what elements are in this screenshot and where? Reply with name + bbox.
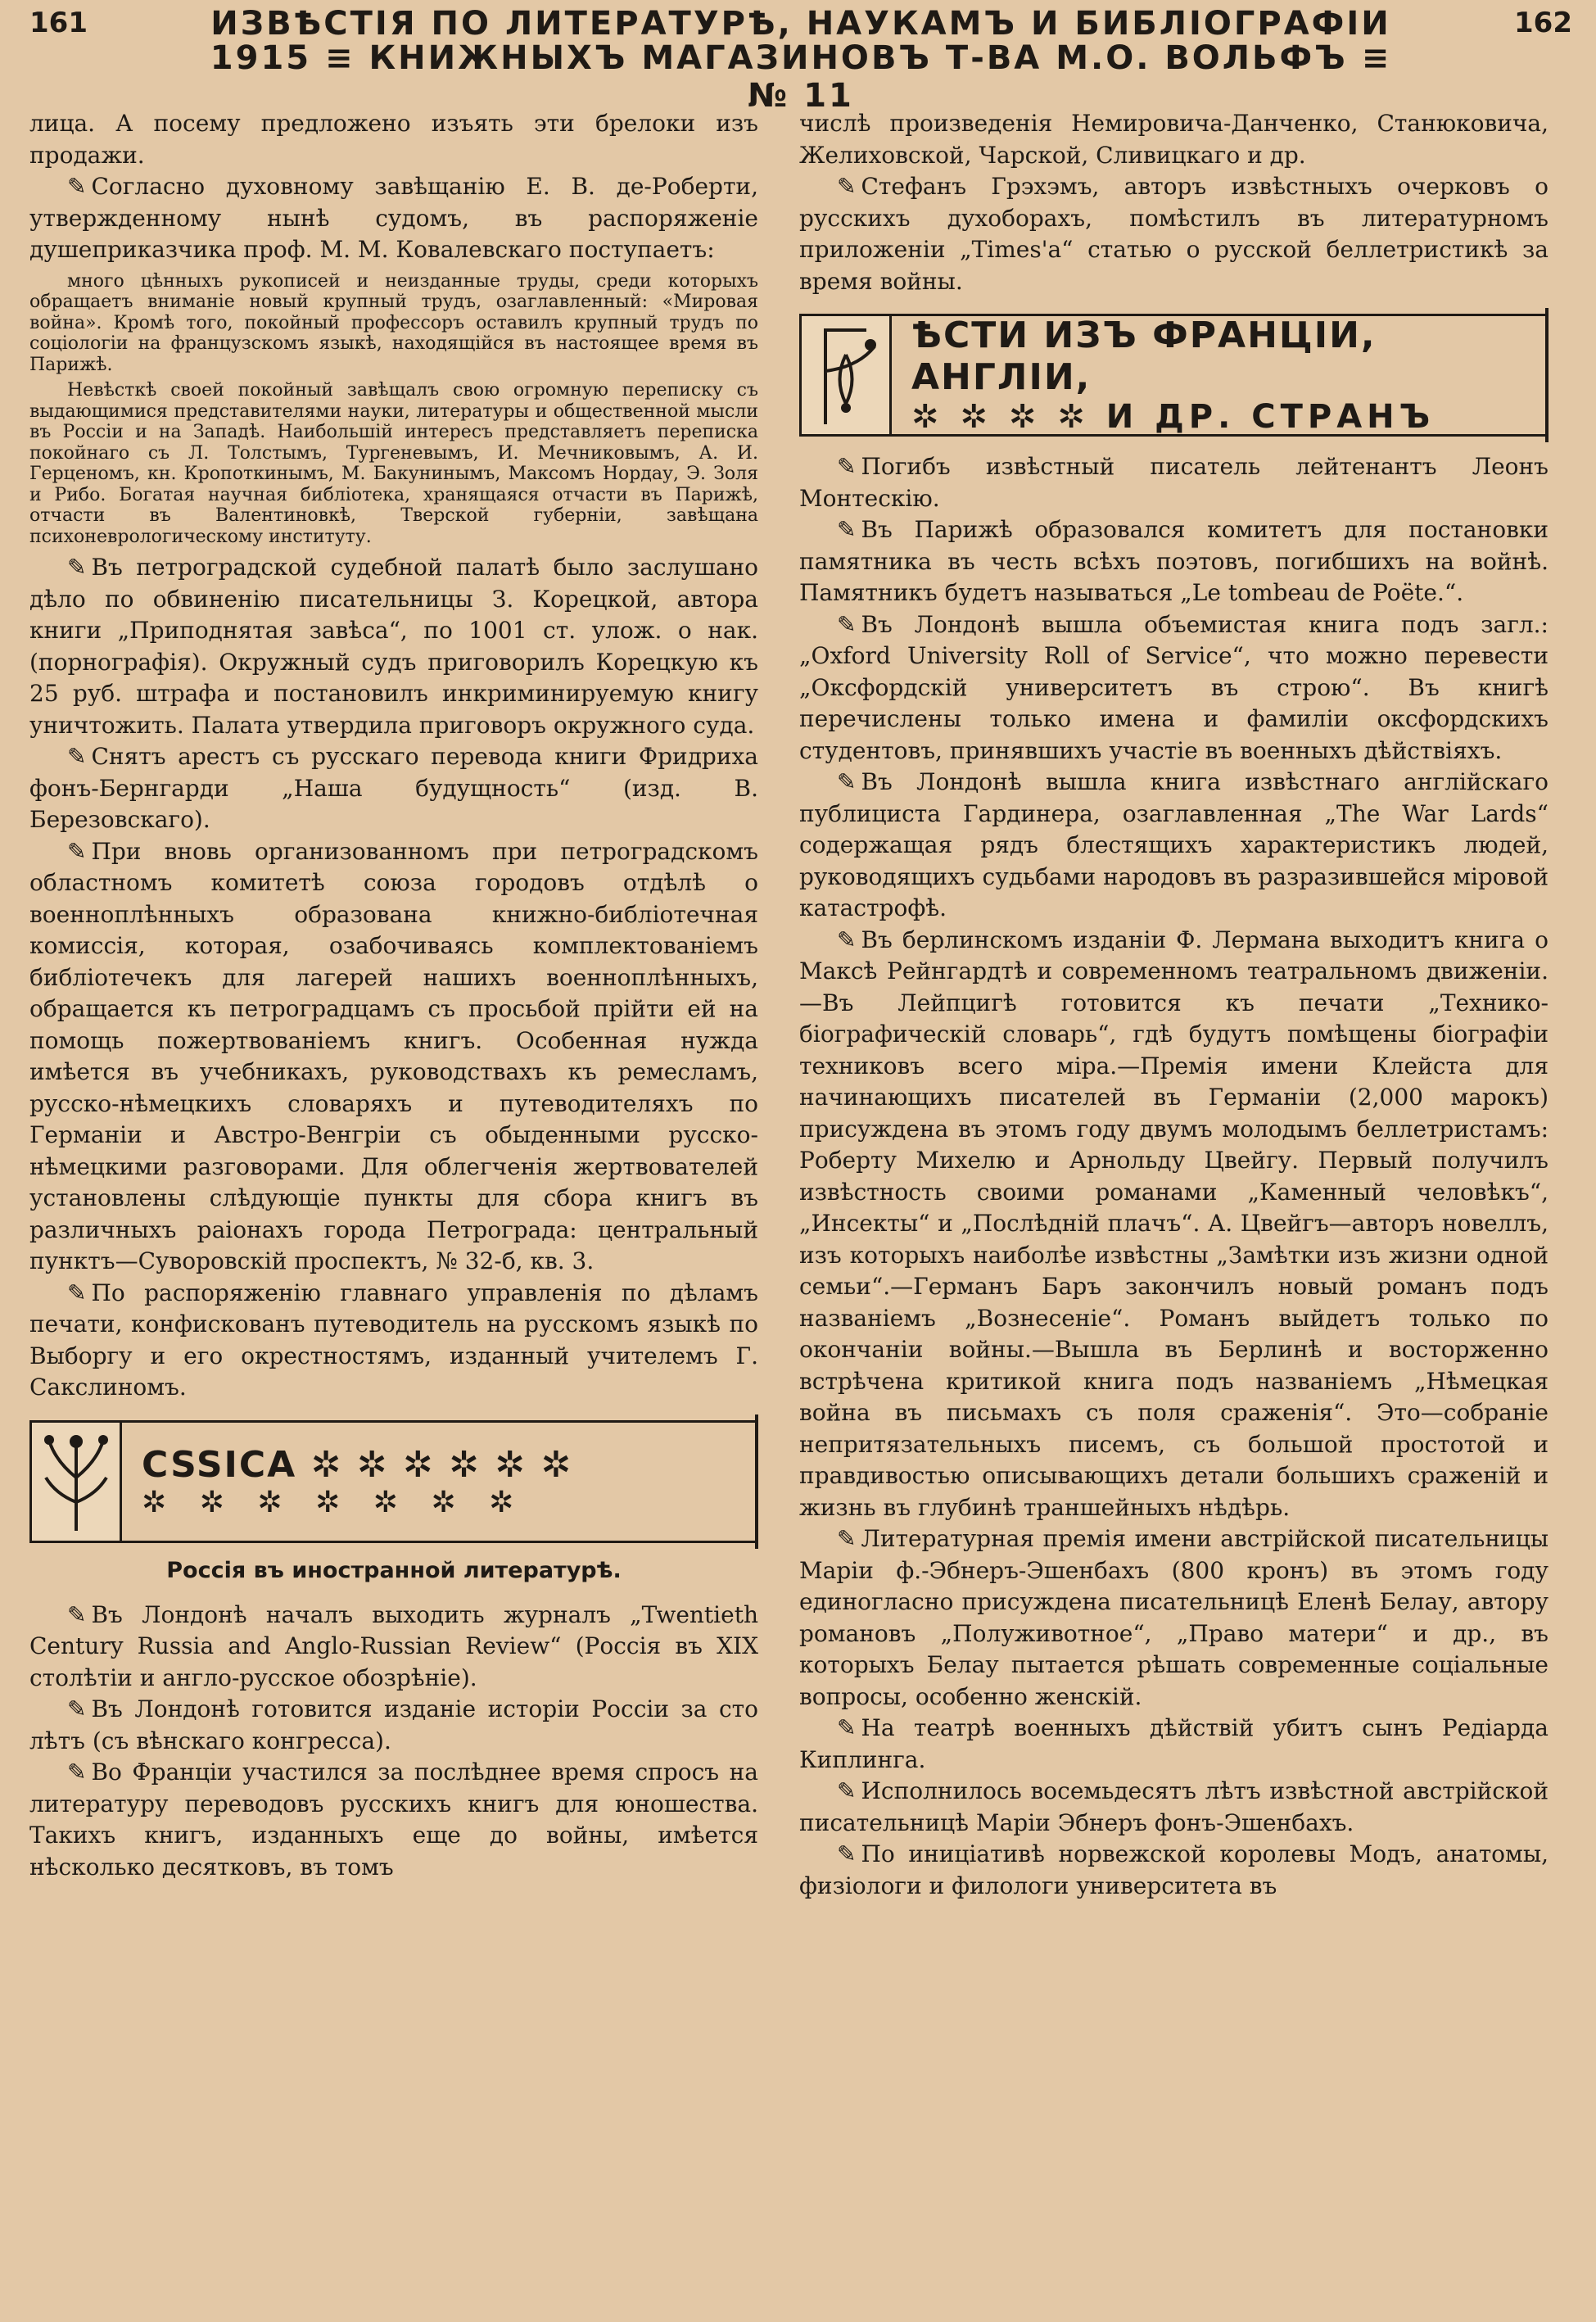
paragraph	[799, 1776, 1549, 1839]
pen-mark-icon: ✎	[67, 554, 87, 581]
banner-text	[122, 1423, 758, 1541]
paragraph	[29, 1757, 758, 1883]
paragraph-text: Въ петроградской судебной палатѣ было заслушано дѣло по обвиненію писательницы З. Корецкой, автора книги „Приподнятая завѣса“, по 1001 ст. улож. о нак. (порнографія). Окружный судъ приговорилъ Корецкую къ 25 руб. штрафа и постановилъ инкриминируемую книгу уничтожить. Палата утвердила приговоръ окружного суда.	[29, 554, 758, 739]
paragraph-text: Погибъ извѣстный писатель лейтенантъ Леонъ Монтескію.	[799, 453, 1549, 512]
pen-mark-icon: ✎	[67, 837, 87, 865]
paragraph	[29, 552, 758, 741]
pen-mark-icon: ✎	[67, 743, 87, 770]
pen-mark-icon: ✎	[837, 1714, 857, 1741]
banner-stars: ✲ ✲ ✲ ✲ ✲ ✲	[310, 1443, 573, 1486]
pen-mark-icon: ✎	[837, 926, 857, 953]
pen-mark-icon: ✎	[837, 1777, 857, 1804]
paragraph	[29, 836, 758, 1278]
left-column	[29, 108, 758, 1883]
pen-mark-icon: ✎	[837, 453, 857, 480]
paragraph	[799, 925, 1549, 1524]
right-column	[799, 108, 1549, 1902]
quoted-paragraph: много цѣнныхъ рукописей и неизданные труды, среди которыхъ обращаетъ вниманіе новый крупный трудъ, озаглавленный: «Мировая война». Кромѣ того, покойный профессоръ оставилъ крупный трудъ по соціологіи на французскомъ языкѣ, находящійся въ настоящее время въ Парижѣ.	[29, 270, 758, 375]
paragraph	[799, 1713, 1549, 1776]
pen-mark-icon: ✎	[837, 1525, 857, 1552]
paragraph	[799, 1839, 1549, 1902]
paragraph: числѣ произведенія Немировича-Данченко, Станюковича, Желиховской, Чарской, Сливицкаго и др.	[799, 110, 1549, 169]
banner-title: ѢСТИ ИЗЪ ФРАНЦІИ, АНГЛІИ,	[911, 315, 1377, 398]
masthead-subtitle: 1915 ≡ КНИЖНЫХЪ МАГАЗИНОВЪ Т-ВА М.О. ВОЛЬФЪ ≡ № 11	[210, 39, 1392, 115]
banner-subtitle: ✲ ✲ ✲ ✲ И ДР. СТРАНЪ	[911, 398, 1435, 436]
paragraph-text: Снятъ арестъ съ русскаго перевода книги Фридриха фонъ-Бернгарди „Наша будущность“ (изд. В. Березовскаго).	[29, 743, 758, 833]
paragraph	[29, 1694, 758, 1757]
pen-mark-icon: ✎	[67, 1758, 87, 1786]
paragraph-text: Исполнилось восемьдесятъ лѣтъ извѣстной австрійской писательницѣ Маріи Эбнеръ фонъ-Эшенбахъ.	[799, 1777, 1549, 1836]
quoted-paragraph: Невѣсткѣ своей покойный завѣщалъ свою огромную переписку съ выдающимися представителями науки, литературы и общественной мысли въ Россіи и на Западѣ. Наибольшій интересъ представляетъ переписка покойнаго съ Л. Толстымъ, Тургеневымъ, И. Мечниковымъ, А. И. Герценомъ, кн. Кропоткинымъ, М. Бакунинымъ, Максомъ Нордау, Э. Золя и Рибо. Богатая научная библіотека, хранящаяся отчасти въ Парижѣ, отчасти въ Валентиновкѣ, Тверской губерніи, завѣщана психоневрологическому институту.	[29, 380, 758, 547]
paragraph: лица. А посему предложено изъять эти брелоки изъ продажи.	[29, 110, 758, 169]
paragraph	[799, 171, 1549, 297]
masthead	[23, 0, 1579, 115]
page-number-right: 162	[1514, 7, 1572, 39]
floral-ornament-icon	[32, 1423, 122, 1541]
paragraph-text: Въ Лондонѣ вышла объемистая книга подъ загл.: „Oxford University Roll of Service“, что можно перевести „Оксфордскій университетъ въ строю“. Въ книгѣ перечислены только имена и фамиліи оксфордскихъ студентовъ, принявшихъ участіе въ военныхъ дѣйствіяхъ.	[799, 610, 1549, 764]
paragraph	[29, 1600, 758, 1695]
pen-mark-icon: ✎	[67, 1600, 87, 1628]
paragraph-text: Въ Лондонѣ вышла книга извѣстнаго англійскаго публициста Гардинера, озаглавленная „The War Lards“ содержащая рядъ блестящихъ характеристикъ людей, руководящихъ судьбами народовъ въ разразившейся міровой катастрофѣ.	[799, 768, 1549, 921]
paragraph-text: Въ Лондонѣ готовится изданіе исторіи Россіи за сто лѣтъ (съ вѣнскаго конгресса).	[29, 1695, 758, 1754]
paragraph-text: Въ Лондонѣ началъ выходить журналъ „Twentieth Century Russia and Anglo-Russian Review“ (Россія въ XIX столѣтіи и англо-русское обозрѣніе).	[29, 1600, 758, 1691]
paragraph	[29, 171, 758, 266]
masthead-title: ИЗВѢСТІЯ ПО ЛИТЕРАТУРѢ, НАУКАМЪ И БИБЛІОГРАФІИ	[210, 5, 1391, 43]
paragraph	[799, 767, 1549, 925]
paragraph-text: Литературная премія имени австрійской писательницы Маріи ф.-Эбнеръ-Эшенбахъ (800 кронъ) въ этомъ году единогласно присуждена писательницѣ Еленѣ Белау, автору романовъ „Полуживотное“, „Право матери“ и др., въ которыхъ Белау пытается рѣшать современные соціальные вопросы, особенно женскій.	[799, 1525, 1549, 1710]
pen-mark-icon: ✎	[837, 1840, 857, 1867]
paragraph-text: Въ берлинскомъ изданіи Ф. Лермана выходитъ книга о Максѣ Рейнгардтѣ и современномъ театральномъ движеніи.—Въ Лейпцигѣ готовится къ печати „Технико-біографическій словарь“, гдѣ будутъ помѣщены біографіи техниковъ всего міра.—Премія имени Клейста для начинающихъ писателей въ Германіи (2,000 марокъ) присуждена въ этомъ году двумъ молодымъ беллетристамъ: Роберту Михелю и Арнольду Цвейгу. Первый получилъ извѣстность своими романами „Каменный человѣкъ“, „Инсекты“ и „Послѣдній плачъ“. А. Цвейгъ—авторъ новеллъ, изъ которыхъ наиболѣе извѣстны „Замѣтки изъ жизни одной семьи“.—Германъ Баръ закончилъ новый романъ подъ названіемъ „Вознесеніе“. Романъ выйдетъ только по окончаніи войны.—Вышла въ Берлинѣ и восторженно встрѣчена критикой книга подъ названіемъ „Нѣмецкая война въ письмахъ съ поля сраженія“. Это—собраніе непритязательныхъ писемъ, съ большой простотой и правдивостью описывающихъ детали большихъ сраженій и жизнь въ глубинѣ траншейныхъ нѣдѣрь.	[799, 926, 1549, 1521]
paragraph-text: Во Франціи участился за послѣднее время спросъ на литературу переводовъ русскихъ книгъ для юношества. Такихъ книгъ, изданныхъ еще до войны, имѣется нѣсколько десятковъ, въ томъ	[29, 1758, 758, 1881]
banner-text	[892, 316, 1549, 434]
banner-stars: ✲ ✲ ✲ ✲ ✲ ✲ ✲	[142, 1485, 526, 1519]
section-banner-rossica	[29, 1420, 758, 1543]
paragraph-text: Согласно духовному завѣщанію Е. В. де-Роберти, утвержденному нынѣ судомъ, въ распоряженіе душеприказчика проф. М. М. Ковалевскаго поступаетъ:	[29, 173, 758, 263]
paragraph	[799, 514, 1549, 609]
floral-ornament-icon	[802, 316, 892, 434]
pen-mark-icon: ✎	[837, 610, 857, 638]
paragraph-text: При вновь организованномъ при петроградскомъ областномъ комитетѣ союза городовъ отдѣлѣ о военноплѣнныхъ образована книжно-библіотечная комиссія, которая, озабочиваясь комплектованіемъ библіотечекъ для лагерей нашихъ военноплѣнныхъ, обращается къ петроградцамъ съ просьбой прійти ей на помощь пожертвованіемъ книгъ. Особенная нужда имѣется въ учебникахъ, руководствахъ къ ремесламъ, русско-нѣмецкихъ словаряхъ и путеводителяхъ по Германіи и Австро-Венгріи съ обыденными русско-нѣмецкими разговорами. Для облегченія жертвователей установлены слѣдующіе пункты для сбора книгъ въ различныхъ раіонахъ города Петрограда: центральный пунктъ—Суворовскій проспектъ, № 32-б, кв. 3.	[29, 837, 758, 1274]
paragraph-text: Въ Парижѣ образовался комитетъ для постановки памятника въ честь всѣхъ поэтовъ, погибшихъ на войнѣ. Памятникъ будетъ называться „Le tombeau de Poëte.“.	[799, 516, 1549, 606]
paragraph	[799, 1523, 1549, 1713]
page-number-left: 161	[29, 7, 88, 39]
pen-mark-icon: ✎	[67, 173, 87, 200]
paragraph	[799, 609, 1549, 767]
banner-title: CSSICA	[142, 1443, 297, 1486]
section-subheading: Россія въ иностранной литературѣ.	[166, 1557, 622, 1583]
paragraph	[29, 741, 758, 836]
pen-mark-icon: ✎	[837, 768, 857, 795]
paragraph	[799, 451, 1549, 514]
paragraph-text: Стефанъ Грэхэмъ, авторъ извѣстныхъ очерковъ о русскихъ духоборахъ, помѣстилъ въ литературномъ приложеніи „Times'a“ статью о русской беллетристикѣ за время войны.	[799, 173, 1549, 295]
pen-mark-icon: ✎	[67, 1279, 87, 1306]
pen-mark-icon: ✎	[837, 173, 857, 200]
paragraph	[29, 1278, 758, 1404]
paragraph-text: На театрѣ военныхъ дѣйствій убитъ сынъ Редіарда Киплинга.	[799, 1714, 1549, 1773]
pen-mark-icon: ✎	[67, 1695, 87, 1722]
paragraph-text: По распоряженію главнаго управленія по дѣламъ печати, конфискованъ путеводитель на русскомъ языкѣ по Выборгу и его окрестностямъ, изданный учителемъ Г. Сакслиномъ.	[29, 1279, 758, 1401]
paragraph-text: По иниціативѣ норвежской королевы Модъ, анатомы, физіологи и филологи университета въ	[799, 1840, 1549, 1899]
pen-mark-icon: ✎	[837, 516, 857, 543]
section-banner-foreign-news	[799, 314, 1549, 437]
